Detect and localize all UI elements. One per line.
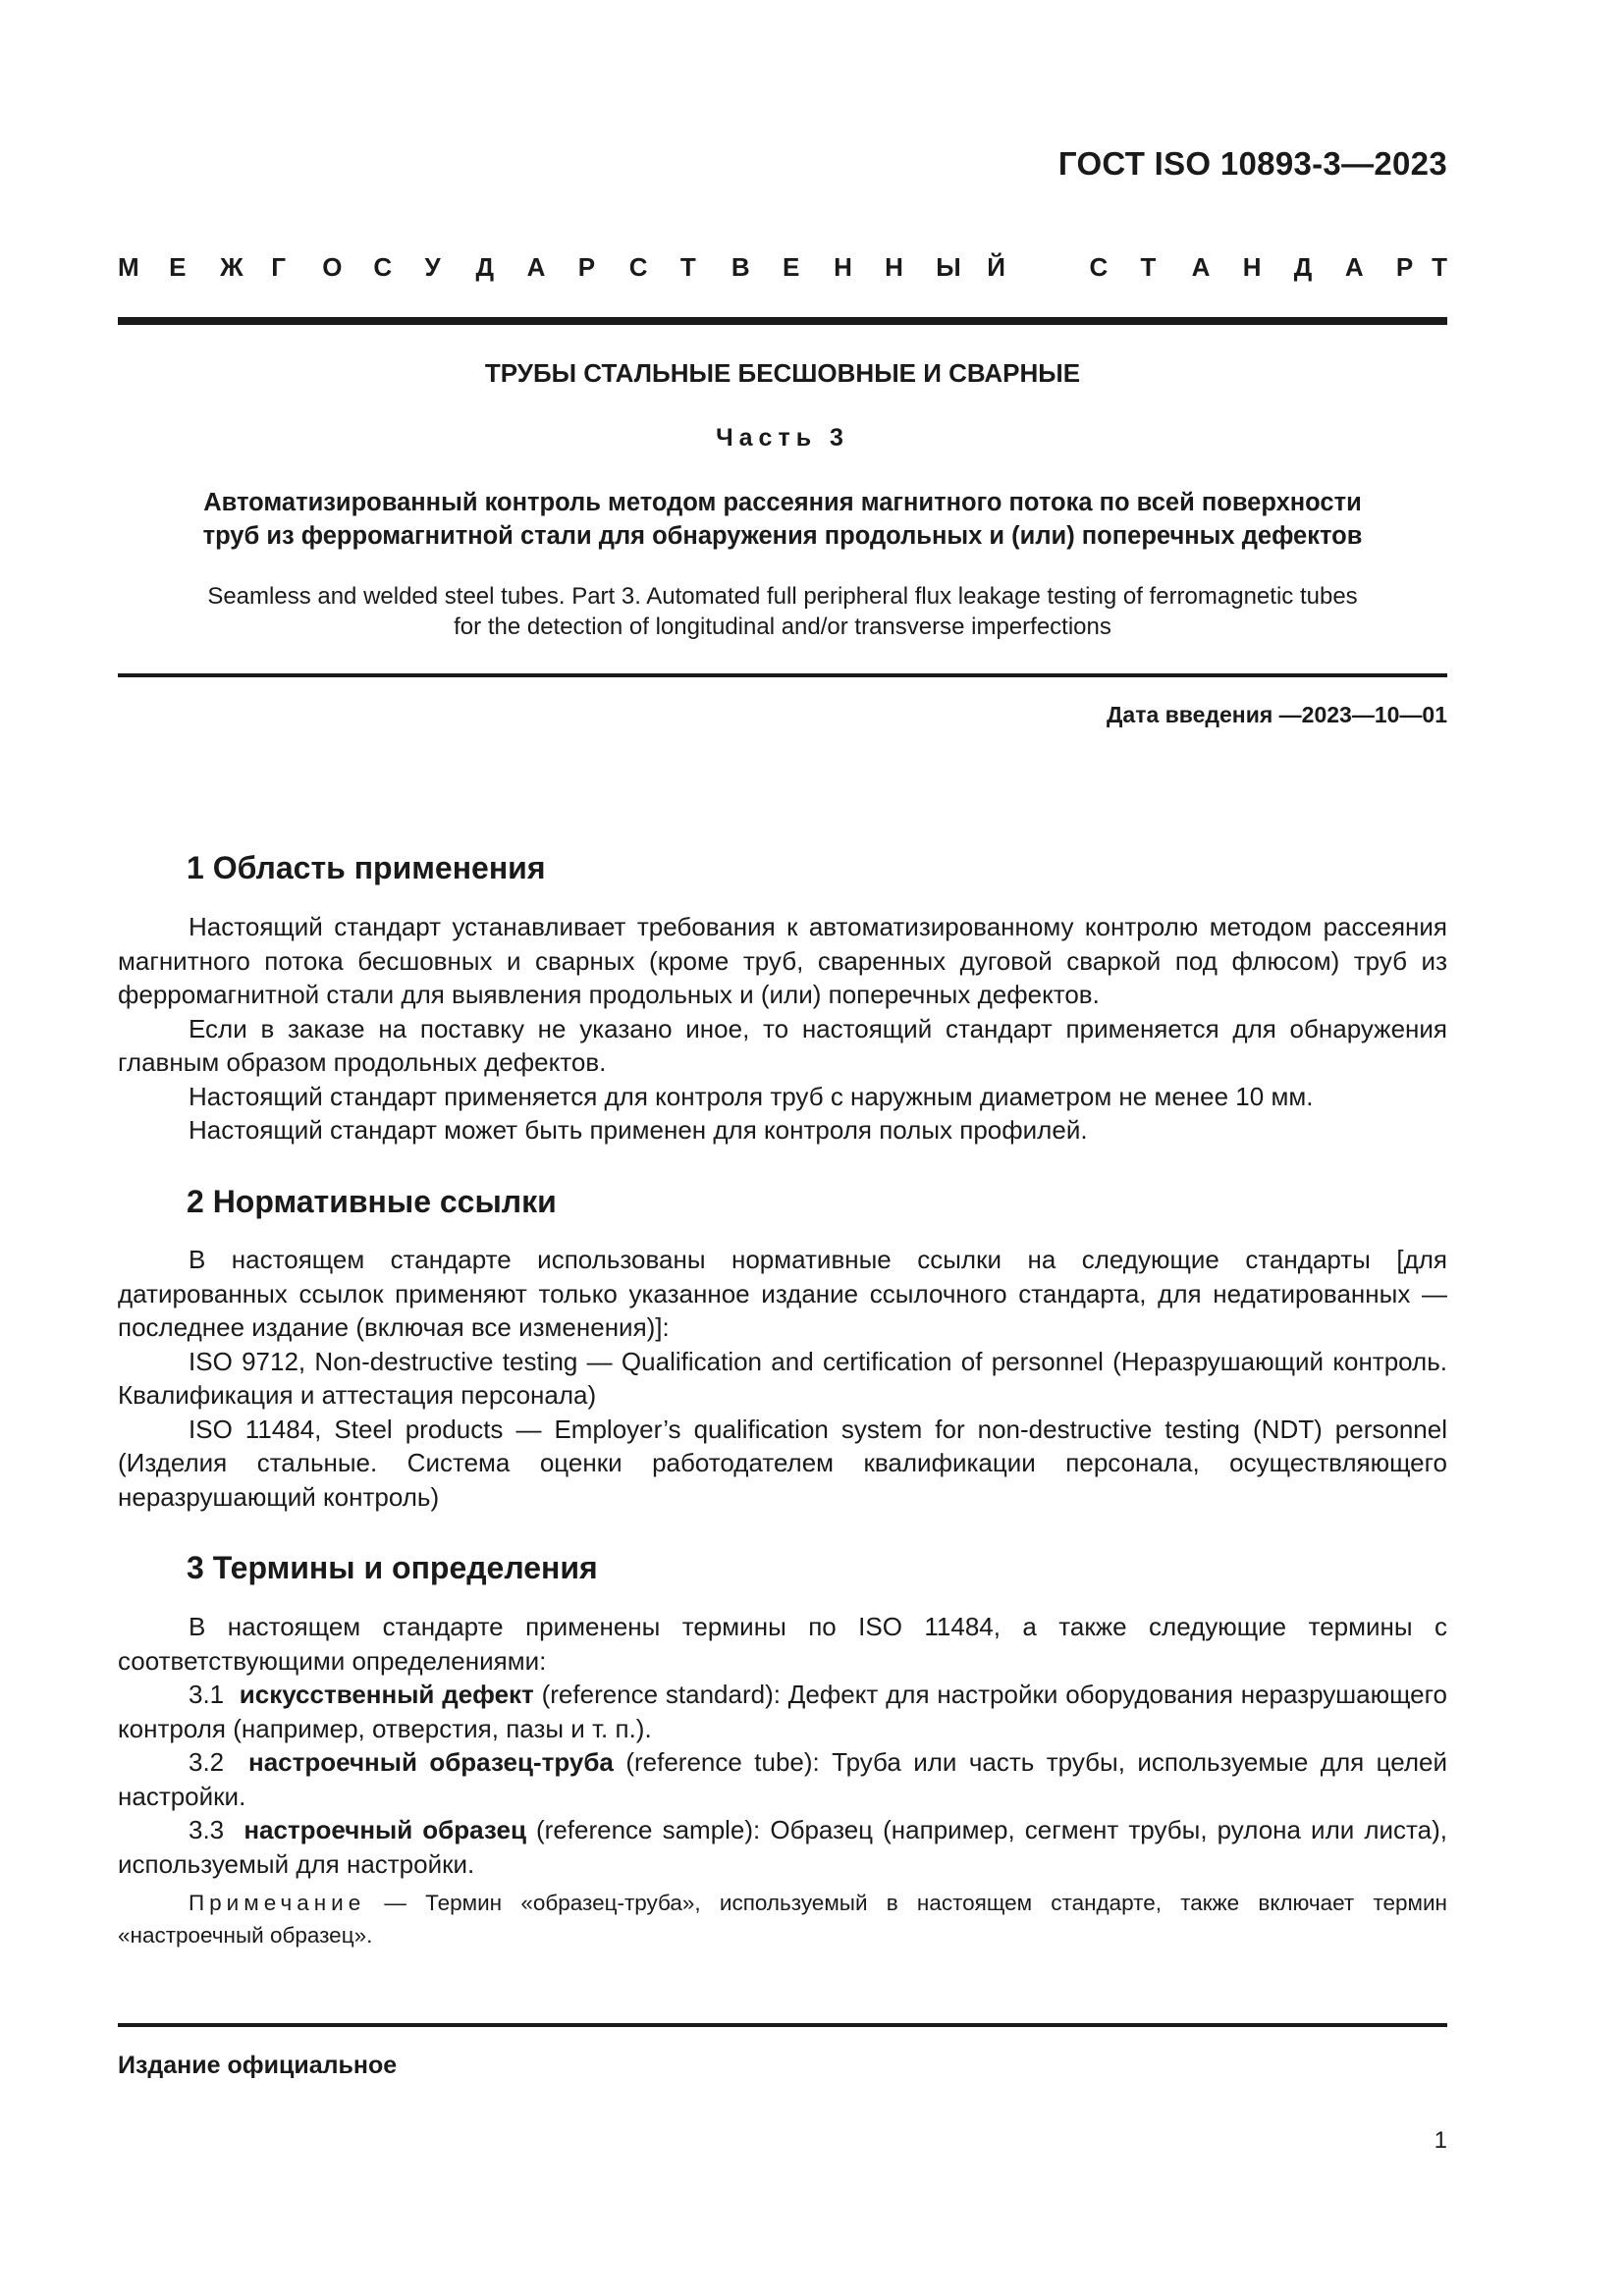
subtitle-ru-line-2: труб из ферромагнитной стали для обнаружения продольных и (или) поперечных дефектов: [202, 522, 1363, 550]
term-definition: [118, 1678, 1447, 1745]
term-text: (reference standard): Дефект для настройки оборудования неразрушающего контроля (например, отверстия, пазы и т. п.).: [118, 1680, 1447, 1743]
standard-type-letter: Н: [834, 252, 852, 282]
part-label: Часть 3: [716, 424, 849, 452]
standard-type-letter: В: [731, 252, 750, 282]
note-paragraph: [118, 1887, 1447, 1951]
subtitle-russian: [118, 486, 1447, 553]
note-label: Примечание: [189, 1891, 366, 1915]
standard-type-letter: Р: [1395, 252, 1414, 282]
section-1-body: [118, 910, 1447, 1148]
standard-type-letter: Ы: [936, 252, 961, 282]
term-number: 3.1: [189, 1680, 225, 1709]
standard-type-letter: М: [118, 252, 139, 282]
document-number: ГОСТ ISO 10893-3—2023: [1057, 145, 1447, 182]
term-definition: [118, 1745, 1447, 1813]
footer-divider: [118, 2023, 1447, 2027]
paragraph: В настоящем стандарте использованы нормативные ссылки на следующие стандарты [для датированных ссылок применяют только указанное издание ссылочного стандарта, для недатированных — последнее издание (включая все изменения)]:: [118, 1245, 1447, 1342]
subtitle-en-line-1: Seamless and welded steel tubes. Part 3. Automated full peripheral flux leakage testing of ferromagnetic tubes: [207, 583, 1358, 610]
standard-type-letter: Й: [987, 252, 1005, 282]
subtitle-ru-line-1: Автоматизированный контроль методом рассеяния магнитного потока по всей поверхности: [203, 489, 1362, 516]
subtitle-en-line-2: for the detection of longitudinal and/or transverse imperfections: [454, 614, 1111, 640]
paragraph: Настоящий стандарт применяется для контроля труб с наружным диаметром не менее 10 мм.: [189, 1081, 1314, 1111]
standard-type-letter: А: [526, 252, 546, 282]
section-3-heading: 3 Термины и определения: [187, 1550, 598, 1585]
note-text: — Термин «образец-труба», используемый в настоящем стандарте, также включает термин «настроечный образец».: [118, 1891, 1447, 1948]
subtitle-english: [118, 581, 1447, 642]
term-definition: [118, 1813, 1447, 1881]
section-2-heading: 2 Нормативные ссылки: [187, 1184, 557, 1219]
term-text: (reference sample): Образец (например, сегмент трубы, рулона или листа), используемый для настройки.: [118, 1815, 1447, 1879]
standard-type-letter: Т: [679, 252, 696, 282]
page-number: 1: [1434, 2127, 1447, 2154]
standard-type-letter: Н: [885, 252, 903, 282]
paragraph: Если в заказе на поставку не указано иное, то настоящий стандарт применяется для обнаружения главным образом продольных дефектов.: [118, 1013, 1447, 1077]
standard-type-letter: Р: [577, 252, 596, 282]
standard-type-letter: Д: [475, 252, 495, 282]
term-number: 3.3: [189, 1815, 225, 1844]
standard-type-letter: У: [424, 252, 441, 282]
term-name: искусственный дефект: [239, 1680, 534, 1709]
standard-type-letter: Т: [1140, 252, 1157, 282]
standard-type-letter: Т: [1432, 252, 1447, 282]
paragraph: В настоящем стандарте применены термины по ISO 11484, а также следующие термины с соответствующими определениями:: [118, 1612, 1447, 1676]
standard-type-letter: Е: [169, 252, 187, 282]
paragraph: Настоящий стандарт устанавливает требования к автоматизированному контролю методом рассеяния магнитного потока бесшовных и сварных (кроме труб, сваренных дуговой сваркой под флюсом) труб из ферромагнитной стали для выявления продольных и (или) поперечных дефектов.: [118, 912, 1447, 1009]
title-divider: [118, 673, 1447, 677]
standard-type-letter: О: [322, 252, 343, 282]
term-name: настроечный образец: [244, 1815, 526, 1844]
introduction-date: Дата введения —2023—10—01: [1107, 702, 1447, 727]
standard-type-letter: А: [1344, 252, 1364, 282]
paragraph: Настоящий стандарт может быть применен для контроля полых профилей.: [189, 1115, 1088, 1145]
term-text: (reference tube): Труба или часть трубы, используемые для целей настройки.: [118, 1747, 1448, 1811]
standard-type-letter: С: [628, 252, 648, 282]
term-number: 3.2: [189, 1747, 225, 1777]
header-divider: [118, 317, 1447, 325]
term-name: настроечный образец-труба: [248, 1747, 614, 1777]
reference-item: ISO 9712, Non-destructive testing — Qualification and certification of personnel (Неразрушающий контроль. Квалификация и аттестация персонала): [118, 1346, 1447, 1410]
standard-type-letter: Г: [271, 252, 286, 282]
note: [118, 1887, 1447, 1951]
official-edition-label: Издание официальное: [118, 2052, 398, 2079]
standard-type-letter: А: [1191, 252, 1211, 282]
reference-item: ISO 11484, Steel products — Employer’s qualification system for non-destructive testing (NDT) personnel (Изделия стальные. Система оценки работодателем квалификации персонала, осуществляющего неразрушающий контроль): [118, 1414, 1447, 1512]
standard-type-letter: Н: [1242, 252, 1262, 282]
section-2-body: [118, 1243, 1447, 1514]
section-3-body: [118, 1610, 1447, 1881]
document-title: ТРУБЫ СТАЛЬНЫЕ БЕСШОВНЫЕ И СВАРНЫЕ: [484, 358, 1081, 388]
section-1-heading: 1 Область применения: [187, 850, 546, 885]
standard-type-letter: С: [1089, 252, 1109, 282]
standard-type-letter: Ж: [220, 252, 244, 282]
standard-type-letter: С: [373, 252, 393, 282]
standard-type-letter: Д: [1293, 252, 1313, 282]
standard-type-letter: Е: [783, 252, 800, 282]
